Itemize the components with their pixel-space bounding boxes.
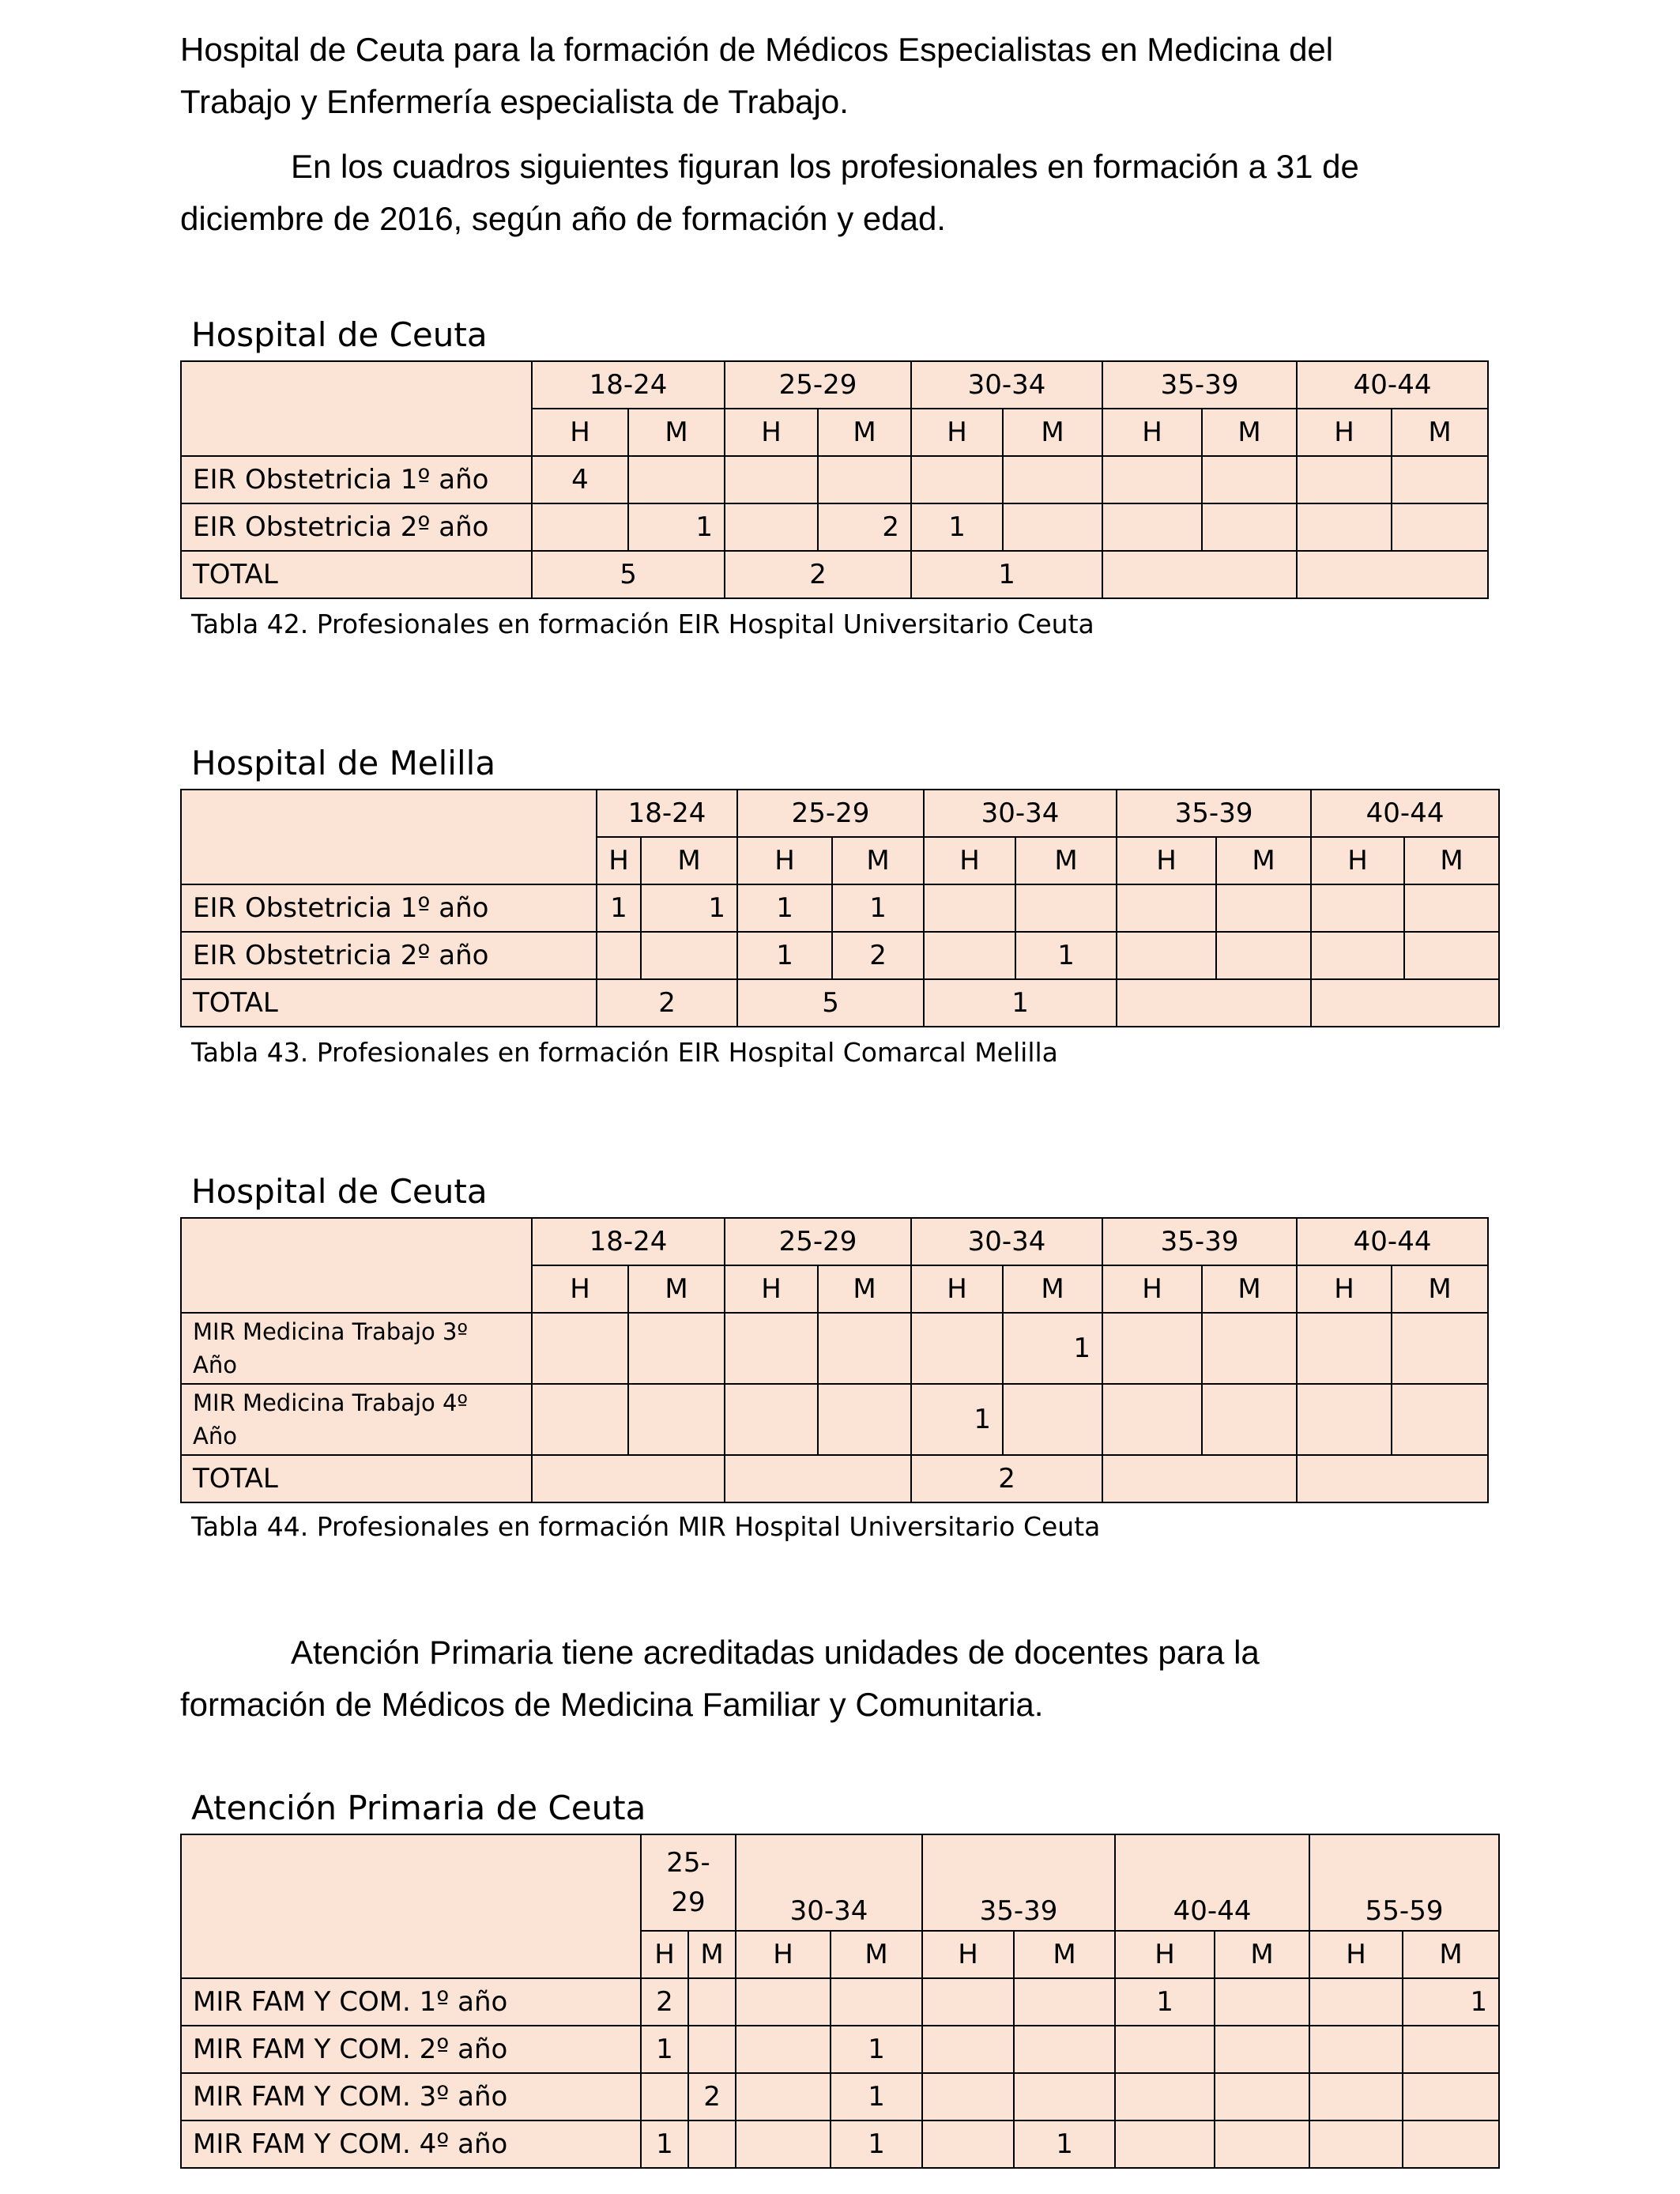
cell: 1 <box>911 503 1003 551</box>
cell <box>922 2073 1014 2120</box>
intro-line-2: Trabajo y Enfermería especialista de Trabajo. <box>180 83 849 120</box>
cell <box>1311 884 1404 932</box>
cell <box>1392 1313 1488 1384</box>
cell <box>736 1978 831 2026</box>
table-row <box>181 932 1499 979</box>
table-45-age-header <box>181 1834 1499 1931</box>
cell: 1 <box>1014 2120 1115 2168</box>
cell <box>1215 1978 1309 2026</box>
age-group: 40-44 <box>1297 1218 1488 1265</box>
cell <box>1015 884 1117 932</box>
total-cell: 2 <box>725 551 911 598</box>
table-43-caption: Tabla 43. Profesionales en formación EIR Hospital Comarcal Melilla <box>191 1037 1058 1068</box>
total-cell: 1 <box>924 979 1117 1027</box>
sex-m: M <box>818 1265 911 1313</box>
cell <box>1003 456 1102 503</box>
cell <box>1297 456 1392 503</box>
cell <box>641 2073 688 2120</box>
cell <box>688 2026 736 2073</box>
table-total-row <box>181 979 1499 1027</box>
cell <box>1003 1384 1102 1455</box>
age-group: 35-39 <box>1117 790 1311 837</box>
table-row <box>181 2073 1499 2120</box>
sex-h: H <box>911 1265 1003 1313</box>
table-43-corner <box>181 790 597 884</box>
table-total-row <box>181 551 1488 598</box>
age-group: 40-44 <box>1115 1834 1309 1931</box>
table-42-age-header <box>181 361 1488 409</box>
sex-m: M <box>1003 409 1102 456</box>
age-group: 30-34 <box>911 361 1102 409</box>
cell: 1 <box>641 2120 688 2168</box>
sex-h: H <box>1309 1931 1403 1978</box>
table-44-title: Hospital de Ceuta <box>191 1172 488 1211</box>
cell: 1 <box>1003 1313 1102 1384</box>
age-group: 55-59 <box>1309 1834 1499 1931</box>
sex-h: H <box>1102 1265 1202 1313</box>
cell: 1 <box>832 884 924 932</box>
row-label: MIR FAM Y COM. 3º año <box>181 2073 641 2120</box>
total-cell: 5 <box>737 979 924 1027</box>
age-group: 30-34 <box>911 1218 1102 1265</box>
cell <box>628 1384 725 1455</box>
sex-h: H <box>736 1931 831 1978</box>
sex-h: H <box>1117 837 1216 884</box>
cell <box>1404 932 1499 979</box>
cell <box>831 1978 922 2026</box>
cell: 1 <box>641 884 737 932</box>
row-label-line: Año <box>193 1423 237 1449</box>
cell <box>1404 884 1499 932</box>
row-label: MIR FAM Y COM. 1º año <box>181 1978 641 2026</box>
cell <box>818 1313 911 1384</box>
cell: 1 <box>597 884 641 932</box>
cell <box>1102 1313 1202 1384</box>
row-label <box>181 1384 532 1455</box>
table-42-corner <box>181 361 532 456</box>
cell <box>1102 503 1202 551</box>
primary-line-1: Atención Primaria tiene acreditadas unidades de docentes para la <box>291 1634 1260 1671</box>
sex-m: M <box>628 1265 725 1313</box>
cell <box>1297 503 1392 551</box>
cell <box>1216 884 1311 932</box>
total-label: TOTAL <box>181 979 597 1027</box>
sex-h: H <box>911 409 1003 456</box>
cell: 1 <box>737 884 832 932</box>
sex-m: M <box>641 837 737 884</box>
table-45 <box>180 1834 1500 2169</box>
sex-h: H <box>1311 837 1404 884</box>
sex-m: M <box>1403 1931 1499 1978</box>
cell <box>1202 1313 1297 1384</box>
table-row <box>181 456 1488 503</box>
cell <box>911 456 1003 503</box>
row-label: EIR Obstetricia 2º año <box>181 932 597 979</box>
cell <box>911 1313 1003 1384</box>
sex-h: H <box>1102 409 1202 456</box>
cell <box>725 1313 818 1384</box>
cell <box>532 1384 628 1455</box>
cell: 1 <box>1403 1978 1499 2026</box>
table-43-title: Hospital de Melilla <box>191 744 496 782</box>
row-label <box>181 1313 532 1384</box>
sex-h: H <box>922 1931 1014 1978</box>
total-label: TOTAL <box>181 551 532 598</box>
total-cell <box>1102 551 1297 598</box>
sex-m: M <box>1202 409 1297 456</box>
cell: 2 <box>832 932 924 979</box>
table-44-age-header <box>181 1218 1488 1265</box>
total-cell: 2 <box>597 979 737 1027</box>
age-group: 18-24 <box>532 361 725 409</box>
row-label: MIR FAM Y COM. 2º año <box>181 2026 641 2073</box>
table-total-row <box>181 1455 1488 1502</box>
age-group: 30-34 <box>736 1834 922 1931</box>
sex-m: M <box>1202 1265 1297 1313</box>
cell <box>725 456 818 503</box>
table-45-corner <box>181 1834 641 1978</box>
cell <box>532 503 628 551</box>
cell: 1 <box>628 503 725 551</box>
age-group: 25-29 <box>725 1218 911 1265</box>
cell: 1 <box>1015 932 1117 979</box>
cell <box>1309 2026 1403 2073</box>
cell <box>688 2120 736 2168</box>
age-group: 35-39 <box>1102 361 1297 409</box>
cell <box>1297 1313 1392 1384</box>
cell <box>1115 2073 1215 2120</box>
intro-line-4: diciembre de 2016, según año de formación y edad. <box>180 200 946 237</box>
intro-paragraph-1 <box>180 24 1571 128</box>
table-row <box>181 1978 1499 2026</box>
table-42-caption: Tabla 42. Profesionales en formación EIR Hospital Universitario Ceuta <box>191 609 1094 639</box>
total-cell: 5 <box>532 551 725 598</box>
cell: 1 <box>831 2026 922 2073</box>
table-42 <box>180 360 1489 599</box>
cell <box>818 456 911 503</box>
cell <box>1014 1978 1115 2026</box>
table-43 <box>180 789 1500 1027</box>
row-label-line: Año <box>193 1351 237 1378</box>
cell <box>725 1384 818 1455</box>
cell <box>597 932 641 979</box>
cell <box>1215 2026 1309 2073</box>
cell: 1 <box>911 1384 1003 1455</box>
cell <box>922 2120 1014 2168</box>
cell <box>532 1313 628 1384</box>
total-cell: 2 <box>911 1455 1102 1502</box>
sex-h: H <box>532 409 628 456</box>
cell: 2 <box>688 2073 736 2120</box>
cell <box>1309 2120 1403 2168</box>
cell: 2 <box>818 503 911 551</box>
cell <box>641 932 737 979</box>
table-row <box>181 2026 1499 2073</box>
sex-m: M <box>1216 837 1311 884</box>
cell <box>1392 1384 1488 1455</box>
row-label: EIR Obstetricia 2º año <box>181 503 532 551</box>
row-label: EIR Obstetricia 1º año <box>181 456 532 503</box>
row-label: EIR Obstetricia 1º año <box>181 884 597 932</box>
sex-m: M <box>688 1931 736 1978</box>
row-label-line: MIR Medicina Trabajo 3º <box>193 1318 469 1345</box>
total-cell <box>725 1455 911 1502</box>
cell <box>1216 932 1311 979</box>
age-group: 18-24 <box>597 790 737 837</box>
intro-paragraph-2 <box>180 141 1571 245</box>
cell <box>1102 456 1202 503</box>
table-row <box>181 1384 1488 1455</box>
cell <box>1392 456 1488 503</box>
age-group: 40-44 <box>1311 790 1499 837</box>
cell <box>725 503 818 551</box>
table-row <box>181 503 1488 551</box>
cell <box>736 2073 831 2120</box>
cell <box>1309 2073 1403 2120</box>
cell <box>1403 2120 1499 2168</box>
cell <box>1311 932 1404 979</box>
cell <box>1014 2073 1115 2120</box>
sex-h: H <box>641 1931 688 1978</box>
sex-h: H <box>1297 1265 1392 1313</box>
cell <box>1297 1384 1392 1455</box>
table-42-title: Hospital de Ceuta <box>191 315 488 354</box>
cell <box>1115 2026 1215 2073</box>
cell <box>1014 2026 1115 2073</box>
cell <box>1403 2026 1499 2073</box>
cell <box>924 932 1015 979</box>
cell <box>1202 1384 1297 1455</box>
cell <box>736 2120 831 2168</box>
age-group: 25-29 <box>737 790 924 837</box>
sex-h: H <box>725 409 818 456</box>
total-cell: 1 <box>911 551 1102 598</box>
cell <box>1215 2073 1309 2120</box>
cell <box>924 884 1015 932</box>
age-group: 40-44 <box>1297 361 1488 409</box>
sex-h: H <box>737 837 832 884</box>
table-row <box>181 884 1499 932</box>
age-group: 25-29 <box>725 361 911 409</box>
sex-m: M <box>1392 1265 1488 1313</box>
table-44-corner <box>181 1218 532 1313</box>
cell: 1 <box>831 2120 922 2168</box>
sex-m: M <box>628 409 725 456</box>
cell <box>922 2026 1014 2073</box>
cell <box>1202 503 1297 551</box>
total-cell <box>532 1455 725 1502</box>
table-row <box>181 1313 1488 1384</box>
total-cell <box>1297 551 1488 598</box>
cell <box>1202 456 1297 503</box>
sex-m: M <box>1215 1931 1309 1978</box>
sex-m: M <box>818 409 911 456</box>
sex-h: H <box>924 837 1015 884</box>
cell <box>1117 932 1216 979</box>
cell <box>628 1313 725 1384</box>
sex-h: H <box>532 1265 628 1313</box>
age-group-line: 29 <box>671 1887 706 1918</box>
cell <box>1003 503 1102 551</box>
sex-h: H <box>1297 409 1392 456</box>
table-row <box>181 2120 1499 2168</box>
cell: 1 <box>641 2026 688 2073</box>
cell <box>1309 1978 1403 2026</box>
sex-m: M <box>1003 1265 1102 1313</box>
sex-m: M <box>831 1931 922 1978</box>
cell: 4 <box>532 456 628 503</box>
total-cell <box>1311 979 1499 1027</box>
cell: 1 <box>831 2073 922 2120</box>
cell <box>818 1384 911 1455</box>
cell <box>922 1978 1014 2026</box>
sex-h: H <box>725 1265 818 1313</box>
age-group <box>641 1834 736 1931</box>
intro-line-3: En los cuadros siguientes figuran los profesionales en formación a 31 de <box>291 148 1359 185</box>
cell <box>1215 2120 1309 2168</box>
total-label: TOTAL <box>181 1455 532 1502</box>
age-group: 35-39 <box>922 1834 1115 1931</box>
intro-line-1: Hospital de Ceuta para la formación de Médicos Especialistas en Medicina del <box>180 31 1334 68</box>
cell <box>1115 2120 1215 2168</box>
cell <box>628 456 725 503</box>
age-group-line: 25- <box>666 1847 710 1879</box>
table-44 <box>180 1217 1489 1503</box>
row-label-line: MIR Medicina Trabajo 4º <box>193 1389 469 1416</box>
sex-m: M <box>1404 837 1499 884</box>
cell <box>1102 1384 1202 1455</box>
cell <box>736 2026 831 2073</box>
total-cell <box>1297 1455 1488 1502</box>
cell: 1 <box>1115 1978 1215 2026</box>
age-group: 35-39 <box>1102 1218 1297 1265</box>
table-43-age-header <box>181 790 1499 837</box>
age-group: 30-34 <box>924 790 1117 837</box>
total-cell <box>1117 979 1311 1027</box>
sex-m: M <box>832 837 924 884</box>
sex-m: M <box>1015 837 1117 884</box>
sex-m: M <box>1014 1931 1115 1978</box>
sex-h: H <box>1115 1931 1215 1978</box>
table-44-caption: Tabla 44. Profesionales en formación MIR Hospital Universitario Ceuta <box>191 1511 1101 1542</box>
sex-m: M <box>1392 409 1488 456</box>
cell: 1 <box>737 932 832 979</box>
cell <box>1392 503 1488 551</box>
age-group: 18-24 <box>532 1218 725 1265</box>
primary-line-2: formación de Médicos de Medicina Familiar y Comunitaria. <box>180 1686 1044 1723</box>
cell <box>688 1978 736 2026</box>
cell <box>1117 884 1216 932</box>
primary-paragraph <box>180 1627 1571 1731</box>
total-cell <box>1102 1455 1297 1502</box>
table-45-title: Atención Primaria de Ceuta <box>191 1789 646 1827</box>
cell <box>1403 2073 1499 2120</box>
cell: 2 <box>641 1978 688 2026</box>
sex-h: H <box>597 837 641 884</box>
row-label: MIR FAM Y COM. 4º año <box>181 2120 641 2168</box>
